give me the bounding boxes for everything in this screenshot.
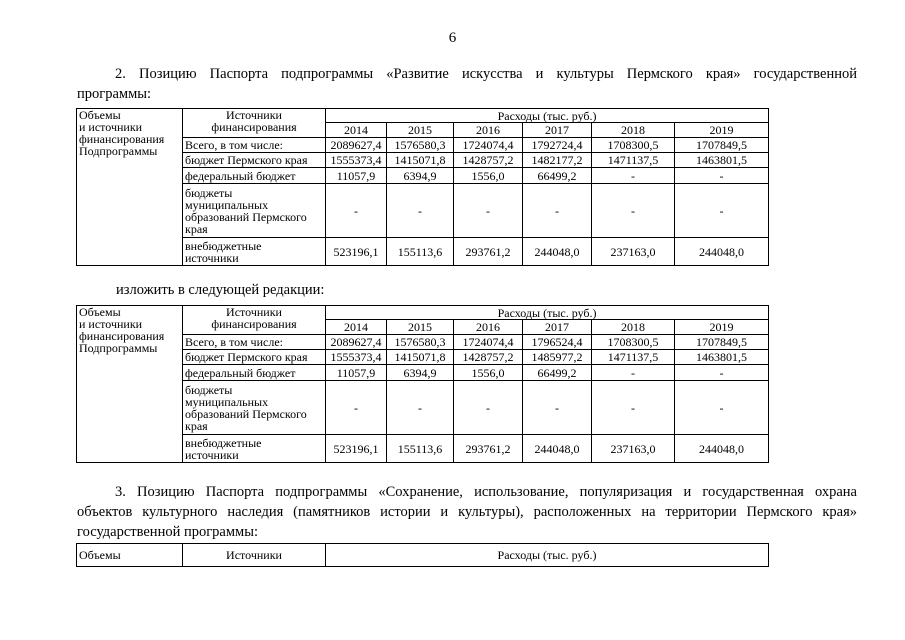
value-cell: 2089627,4: [326, 335, 387, 350]
value-cell: 1576580,3: [387, 335, 454, 350]
source-cell: бюджет Пермского края: [183, 350, 326, 365]
source-cell: федеральный бюджет: [183, 168, 326, 184]
year-header: 2019: [675, 123, 769, 138]
value-cell: 1471137,5: [592, 350, 675, 365]
sources-header: Источники финансирования: [183, 109, 326, 138]
value-cell: 1556,0: [454, 365, 523, 381]
value-cell: -: [592, 168, 675, 184]
value-cell: -: [387, 381, 454, 435]
value-cell: -: [523, 184, 592, 238]
value-cell: 1555373,4: [326, 350, 387, 365]
paragraph-2-line: программы:: [77, 86, 152, 102]
paragraph-3: [77, 482, 857, 542]
value-cell: 1415071,8: [387, 153, 454, 168]
value-cell: -: [675, 168, 769, 184]
expenses-header: Расходы (тыс. руб.): [326, 109, 769, 123]
year-header: 2017: [523, 320, 592, 335]
value-cell: 1428757,2: [454, 350, 523, 365]
value-cell: 1708300,5: [592, 138, 675, 153]
edit-instruction: изложить в следующей редакции:: [116, 282, 325, 298]
value-cell: 293761,2: [454, 435, 523, 463]
value-cell: 293761,2: [454, 238, 523, 266]
value-cell: 1796524,4: [523, 335, 592, 350]
value-cell: 6394,9: [387, 365, 454, 381]
value-cell: 1463801,5: [675, 350, 769, 365]
financing-table-new: [76, 305, 769, 463]
value-cell: 1724074,4: [454, 335, 523, 350]
value-cell: -: [387, 184, 454, 238]
value-cell: -: [592, 365, 675, 381]
value-cell: 237163,0: [592, 435, 675, 463]
value-cell: 1463801,5: [675, 153, 769, 168]
value-cell: 1707849,5: [675, 138, 769, 153]
value-cell: 11057,9: [326, 365, 387, 381]
year-header: 2018: [592, 320, 675, 335]
year-header: 2014: [326, 320, 387, 335]
value-cell: 1555373,4: [326, 153, 387, 168]
value-cell: 1792724,4: [523, 138, 592, 153]
sources-header: Источники финансирования: [183, 306, 326, 335]
value-cell: 1428757,2: [454, 153, 523, 168]
volumes-label: Объемы и источники финансирования Подпрограммы: [77, 306, 183, 463]
value-cell: 244048,0: [675, 238, 769, 266]
value-cell: 66499,2: [523, 168, 592, 184]
value-cell: -: [326, 381, 387, 435]
financing-table-old: [76, 108, 769, 266]
value-cell: 155113,6: [387, 238, 454, 266]
value-cell: 244048,0: [675, 435, 769, 463]
paragraph-3-line: 3. Позицию Паспорта подпрограммы «Сохранение, использование, популяризация и государственная охрана: [115, 484, 857, 500]
value-cell: 1485977,2: [523, 350, 592, 365]
value-cell: 1415071,8: [387, 350, 454, 365]
paragraph-2-line: 2. Позицию Паспорта подпрограммы «Развитие искусства и культуры Пермского края» государственной: [115, 66, 857, 82]
source-cell: федеральный бюджет: [183, 365, 326, 381]
value-cell: 11057,9: [326, 168, 387, 184]
year-header: 2015: [387, 320, 454, 335]
value-cell: 1556,0: [454, 168, 523, 184]
value-cell: 523196,1: [326, 435, 387, 463]
paragraph-2: [77, 64, 857, 104]
value-cell: 523196,1: [326, 238, 387, 266]
value-cell: 244048,0: [523, 238, 592, 266]
source-cell: бюджеты муниципальных образований Пермского края: [183, 381, 326, 435]
page-number: 6: [448, 30, 457, 46]
source-cell: Всего, в том числе:: [183, 335, 326, 350]
source-cell: Всего, в том числе:: [183, 138, 326, 153]
value-cell: 237163,0: [592, 238, 675, 266]
year-header: 2015: [387, 123, 454, 138]
value-cell: 66499,2: [523, 365, 592, 381]
year-header: 2018: [592, 123, 675, 138]
year-header: 2017: [523, 123, 592, 138]
financing-table-heritage: [76, 543, 769, 567]
value-cell: -: [675, 365, 769, 381]
expenses-header: Расходы (тыс. руб.): [326, 544, 769, 567]
sources-header: Источники: [183, 544, 326, 567]
value-cell: -: [326, 184, 387, 238]
value-cell: -: [454, 184, 523, 238]
year-header: 2019: [675, 320, 769, 335]
value-cell: -: [675, 381, 769, 435]
expenses-header: Расходы (тыс. руб.): [326, 306, 769, 320]
source-cell: внебюджетные источники: [183, 238, 326, 266]
year-header: 2016: [454, 123, 523, 138]
value-cell: 244048,0: [523, 435, 592, 463]
source-cell: внебюджетные источники: [183, 435, 326, 463]
value-cell: 1471137,5: [592, 153, 675, 168]
value-cell: 1724074,4: [454, 138, 523, 153]
value-cell: 1576580,3: [387, 138, 454, 153]
value-cell: -: [592, 184, 675, 238]
year-header: 2016: [454, 320, 523, 335]
value-cell: -: [592, 381, 675, 435]
value-cell: -: [454, 381, 523, 435]
value-cell: 6394,9: [387, 168, 454, 184]
value-cell: 1707849,5: [675, 335, 769, 350]
paragraph-3-line: объектов культурного наследия (памятников истории и культуры), расположенных на территории Пермского края»: [77, 504, 857, 520]
volumes-label: Объемы: [77, 544, 183, 567]
value-cell: -: [523, 381, 592, 435]
year-header: 2014: [326, 123, 387, 138]
source-cell: бюджет Пермского края: [183, 153, 326, 168]
value-cell: -: [675, 184, 769, 238]
value-cell: 1482177,2: [523, 153, 592, 168]
paragraph-3-line: государственной программы:: [77, 524, 258, 540]
value-cell: 155113,6: [387, 435, 454, 463]
source-cell: бюджеты муниципальных образований Пермского края: [183, 184, 326, 238]
value-cell: 1708300,5: [592, 335, 675, 350]
value-cell: 2089627,4: [326, 138, 387, 153]
volumes-label: Объемы и источники финансирования Подпрограммы: [77, 109, 183, 266]
